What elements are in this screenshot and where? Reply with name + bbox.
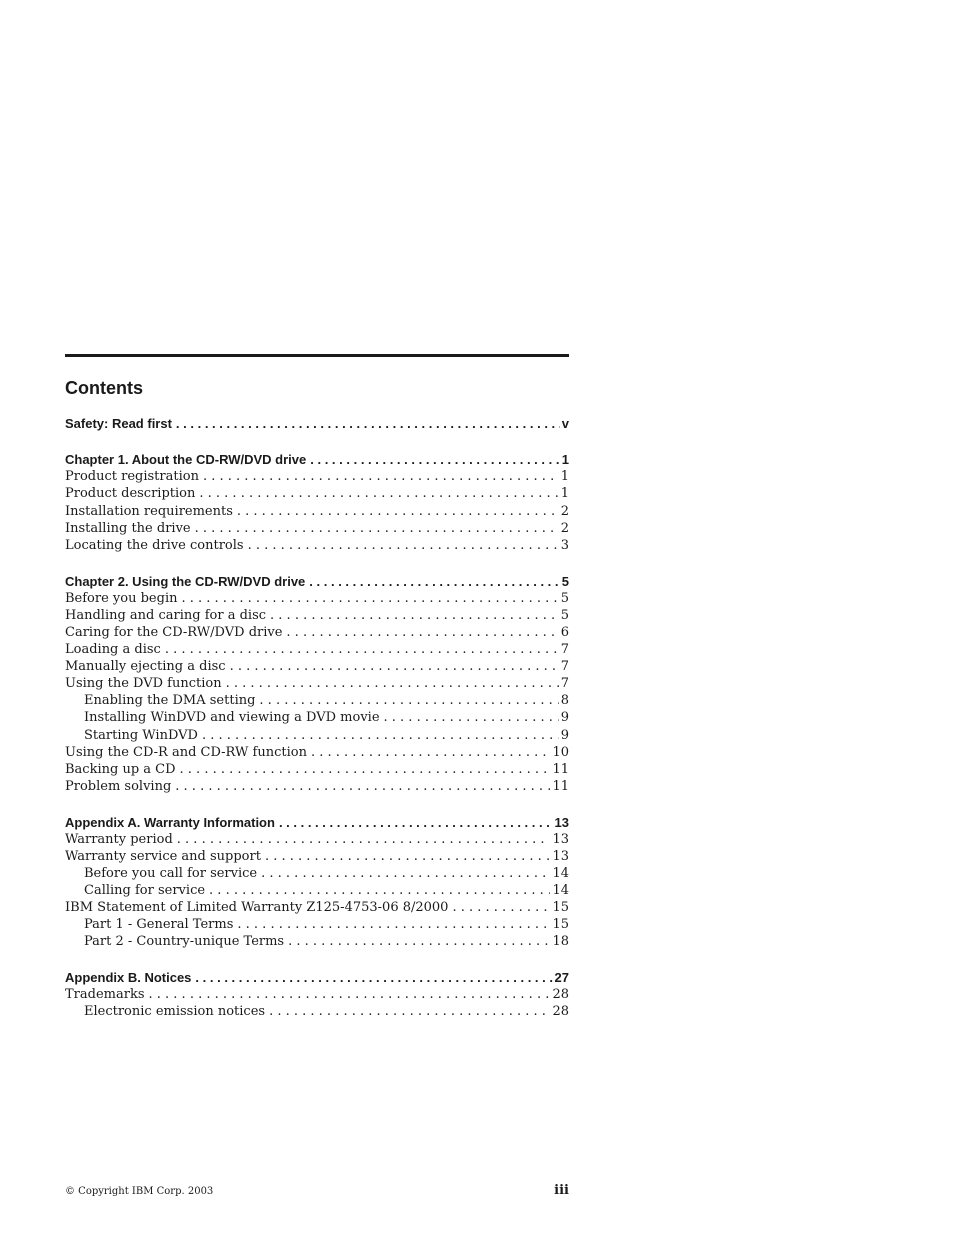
dot-leader [279,814,553,831]
toc-entry-page: v [561,416,569,431]
toc-entry-page: 13 [552,832,569,847]
toc-entry-title: Appendix A. Warranty Information [65,815,275,830]
toc-entry-page: 18 [552,934,569,949]
toc-entry[interactable] [65,415,569,432]
toc-entry-page: 11 [552,779,569,794]
dot-leader [265,848,551,865]
toc-entry[interactable] [65,761,569,778]
toc-entry-page: 27 [554,970,569,985]
dot-leader [195,969,552,986]
dot-leader [309,573,559,590]
toc-entry-title: Caring for the CD-RW/DVD drive [65,625,283,640]
toc-entry[interactable] [65,573,569,590]
toc-entry[interactable] [65,969,569,986]
toc-entry-page: 5 [560,608,569,623]
toc-entry-page: 5 [561,574,569,589]
dot-leader [311,744,550,761]
toc-entry[interactable] [65,641,569,658]
toc-entry-title: Before you call for service [84,866,258,881]
toc-entry[interactable] [65,537,569,554]
toc-entry-title: Installing the drive [65,521,191,536]
dot-leader [226,675,559,692]
toc-entry[interactable] [65,607,569,624]
toc-entry[interactable] [65,485,569,502]
toc-entry[interactable] [65,778,569,795]
dot-leader [310,451,560,468]
toc-entry-page: 2 [560,521,569,536]
toc-entry[interactable] [65,451,569,468]
toc-entry-title: Chapter 1. About the CD-RW/DVD drive [65,452,307,467]
dot-leader [195,520,559,537]
toc-entry-page: 13 [552,849,569,864]
dot-leader [177,831,551,848]
toc-entry-page: 14 [552,883,569,898]
toc-entry-page: 1 [560,486,569,501]
toc-entry[interactable] [65,692,569,709]
toc-entry[interactable] [65,933,569,950]
dot-leader [237,503,559,520]
dot-leader [149,986,551,1003]
copyright-notice: © Copyright IBM Corp. 2003 [65,1186,214,1197]
toc-entry[interactable] [65,658,569,675]
toc-entry[interactable] [65,727,569,744]
dot-leader [384,709,559,726]
toc-entry-page: 3 [560,538,569,553]
dot-leader [237,916,550,933]
toc-entry-title: Problem solving [65,779,172,794]
toc-entry-title: Enabling the DMA setting [84,693,256,708]
toc-entry-title: Installing WinDVD and viewing a DVD movie [84,710,380,725]
toc-entry[interactable] [65,916,569,933]
toc-entry[interactable] [65,814,569,831]
toc-entry-page: 5 [560,591,569,606]
toc-entry-page: 1 [561,452,569,467]
toc-entry-title: Using the CD-R and CD-RW function [65,745,307,760]
dot-leader [230,658,559,675]
toc-entry-title: Loading a disc [65,642,161,657]
toc-entry[interactable] [65,831,569,848]
toc-entry-page: 6 [560,625,569,640]
toc-entry-title: Calling for service [84,883,206,898]
toc-entry-page: 28 [552,987,569,1002]
toc-entry[interactable] [65,503,569,520]
toc-entry-page: 13 [554,815,569,830]
dot-leader [202,727,559,744]
toc-entry-page: 7 [560,676,569,691]
toc-entry-page: 11 [552,762,569,777]
toc-entry-title: Warranty service and support [65,849,261,864]
toc-entry-page: 15 [552,900,569,915]
dot-leader [209,882,550,899]
toc-entry-title: Before you begin [65,591,178,606]
dot-leader [269,1003,550,1020]
toc-entry-title: Handling and caring for a disc [65,608,267,623]
toc-entry-title: Appendix B. Notices [65,970,192,985]
toc-entry-title: Backing up a CD [65,762,176,777]
toc-entry-page: 28 [552,1004,569,1019]
dot-leader [248,537,559,554]
toc-entry-title: Manually ejecting a disc [65,659,226,674]
header-rule [65,354,569,357]
toc-entry-page: 15 [552,917,569,932]
toc-entry-page: 2 [560,504,569,519]
dot-leader [452,899,550,916]
toc-entry-title: Part 2 - Country-unique Terms [84,934,285,949]
dot-leader [181,590,558,607]
toc-entry-title: IBM Statement of Limited Warranty Z125-4753-06 8/2000 [65,900,449,915]
toc-entry-title: Using the DVD function [65,676,222,691]
toc-entry-title: Locating the drive controls [65,538,244,553]
toc-entry[interactable] [65,865,569,882]
toc-entry-page: 7 [560,642,569,657]
toc-entry-page: 9 [560,710,569,725]
toc-entry[interactable] [65,986,569,1003]
toc-entry[interactable] [65,590,569,607]
toc-entry[interactable] [65,899,569,916]
dot-leader [288,933,550,950]
toc-entry-title: Safety: Read first [65,416,172,431]
toc-entry-title: Chapter 2. Using the CD-RW/DVD drive [65,574,306,589]
toc-entry-title: Warranty period [65,832,173,847]
toc-entry-page: 8 [560,693,569,708]
toc-entry[interactable] [65,1003,569,1020]
toc-entry-title: Trademarks [65,987,145,1002]
dot-leader [203,468,559,485]
dot-leader [175,778,550,795]
dot-leader [180,761,551,778]
toc-entry-title: Product registration [65,469,199,484]
dot-leader [261,865,550,882]
toc-entry[interactable] [65,675,569,692]
dot-leader [165,641,559,658]
dot-leader [270,607,559,624]
toc-entry[interactable] [65,744,569,761]
toc-entry-title: Part 1 - General Terms [84,917,234,932]
dot-leader [176,415,560,432]
page-title: Contents [65,378,143,398]
dot-leader [259,692,558,709]
toc-entry-page: 14 [552,866,569,881]
page-number: iii [554,1183,569,1198]
toc-entry-title: Electronic emission notices [84,1004,266,1019]
toc-entry[interactable] [65,709,569,726]
dot-leader [199,485,558,502]
toc-entry[interactable] [65,520,569,537]
toc-entry[interactable] [65,882,569,899]
toc-entry[interactable] [65,848,569,865]
toc-entry-title: Product description [65,486,196,501]
dot-leader [286,624,558,641]
toc-entry-page: 7 [560,659,569,674]
toc-entry[interactable] [65,468,569,485]
toc-entry[interactable] [65,624,569,641]
toc-entry-page: 10 [552,745,569,760]
toc-entry-page: 9 [560,728,569,743]
toc-entry-title: Installation requirements [65,504,233,519]
toc-entry-page: 1 [560,469,569,484]
toc-entry-title: Starting WinDVD [84,728,198,743]
